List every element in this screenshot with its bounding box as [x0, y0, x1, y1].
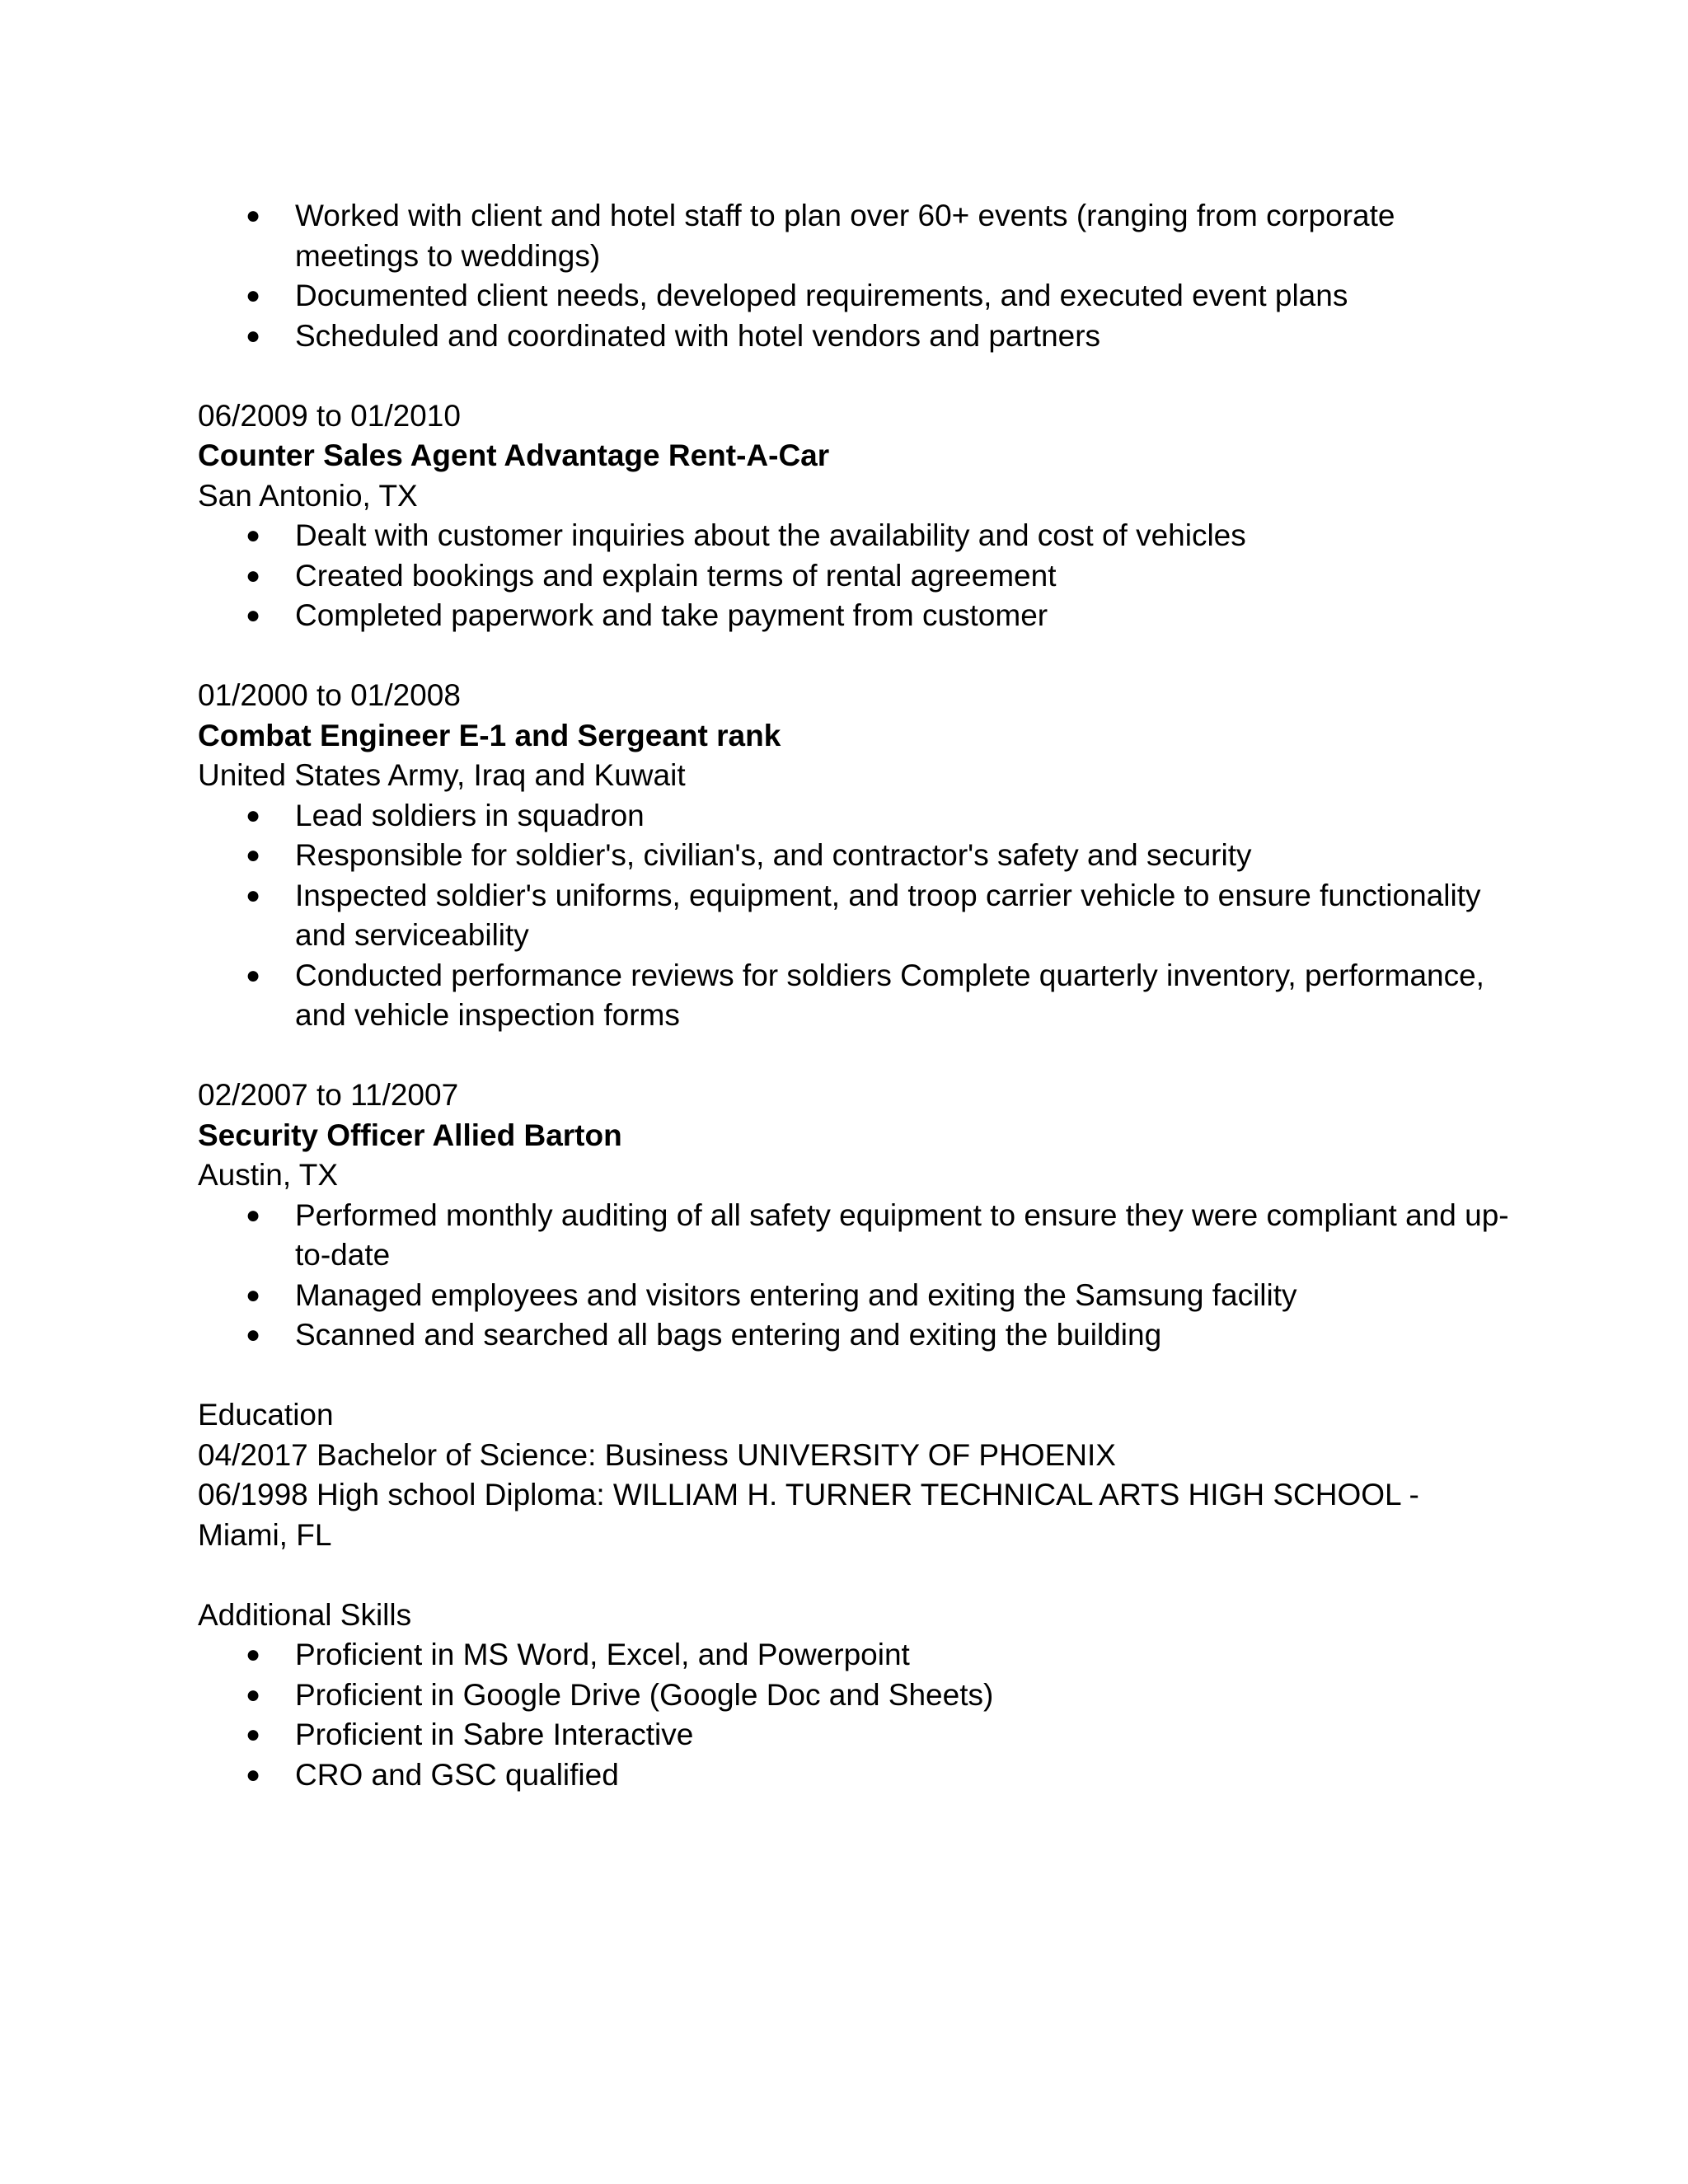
list-item: [198, 876, 1517, 956]
bullet-text: Responsible for soldier's, civilian's, and contractor's safety and security: [295, 838, 1252, 872]
education-entry: 04/2017 Bachelor of Science: Business UNIVERSITY OF PHOENIX: [198, 1437, 1116, 1472]
education-section: [198, 1395, 1517, 1555]
bullet-icon: ●: [246, 1641, 261, 1668]
skills-bullets: [198, 1635, 1517, 1795]
section-spacer: [198, 1036, 1517, 1076]
education-entry: 06/1998 High school Diploma: WILLIAM H. TURNER TECHNICAL ARTS HIGH SCHOOL - Miami, FL: [198, 1478, 1419, 1552]
job-entry: [198, 396, 1517, 636]
bullet-icon: ●: [246, 841, 261, 869]
resume-page: [198, 196, 1517, 1795]
section-spacer: [198, 356, 1517, 396]
bullet-text: Proficient in Sabre Interactive: [295, 1718, 694, 1751]
bullet-icon: ●: [246, 522, 261, 549]
list-item: [198, 516, 1517, 556]
list-item: [198, 1755, 1517, 1796]
list-item: [198, 796, 1517, 837]
job-location: San Antonio, TX: [198, 478, 418, 513]
list-item: [198, 1196, 1517, 1276]
section-spacer: [198, 1356, 1517, 1396]
bullet-icon: ●: [246, 561, 261, 589]
list-item: [198, 1635, 1517, 1675]
list-item: [198, 836, 1517, 876]
bullet-icon: ●: [246, 1201, 261, 1229]
bullet-text: Proficient in Google Drive (Google Doc and Sheets): [295, 1677, 994, 1712]
bullet-icon: ●: [246, 881, 261, 909]
job-dates: 02/2007 to 11/2007: [198, 1078, 459, 1112]
job-dates: 01/2000 to 01/2008: [198, 678, 461, 712]
job-entry: [198, 1076, 1517, 1356]
list-item: [198, 1675, 1517, 1716]
job-location: Austin, TX: [198, 1158, 339, 1192]
bullet-icon: ●: [246, 961, 261, 989]
bullet-text: Created bookings and explain terms of rental agreement: [295, 558, 1057, 593]
bullet-text: CRO and GSC qualified: [295, 1757, 619, 1792]
job-title: Counter Sales Agent Advantage Rent-A-Car: [198, 438, 830, 472]
previous-job-bullets: [198, 196, 1517, 356]
list-item: [198, 556, 1517, 597]
bullet-icon: ●: [246, 202, 261, 229]
skills-heading: Additional Skills: [198, 1597, 412, 1632]
bullet-text: Lead soldiers in squadron: [295, 798, 645, 832]
bullet-icon: ●: [246, 1721, 261, 1748]
bullet-icon: ●: [246, 321, 261, 349]
list-item: [198, 276, 1517, 316]
list-item: [198, 1276, 1517, 1316]
list-item: [198, 1715, 1517, 1755]
list-item: [198, 596, 1517, 636]
job-dates: 06/2009 to 01/2010: [198, 398, 461, 433]
list-item: [198, 196, 1517, 276]
bullet-text: Scanned and searched all bags entering and exiting the building: [295, 1318, 1162, 1352]
job-bullets: [198, 796, 1517, 1036]
bullet-text: Dealt with customer inquiries about the availability and cost of vehicles: [295, 518, 1246, 552]
education-heading: Education: [198, 1398, 334, 1432]
bullet-icon: ●: [246, 602, 261, 629]
list-item: [198, 956, 1517, 1036]
bullet-icon: ●: [246, 1281, 261, 1309]
section-spacer: [198, 636, 1517, 677]
list-item: [198, 316, 1517, 357]
bullet-text: Documented client needs, developed requirements, and executed event plans: [295, 279, 1348, 312]
job-location: United States Army, Iraq and Kuwait: [198, 758, 686, 792]
bullet-icon: ●: [246, 1680, 261, 1708]
job-title: Security Officer Allied Barton: [198, 1118, 622, 1152]
bullet-text: Proficient in MS Word, Excel, and Powerpoint: [295, 1638, 910, 1671]
list-item: [198, 1315, 1517, 1356]
skills-section: [198, 1596, 1517, 1796]
bullet-text: Inspected soldier's uniforms, equipment, and troop carrier vehicle to ensure functionality and serviceability: [295, 878, 1481, 952]
bullet-text: Worked with client and hotel staff to plan over 60+ events (ranging from corporate meetings to weddings): [295, 199, 1395, 273]
bullet-text: Performed monthly auditing of all safety equipment to ensure they were compliant and up-to-date: [295, 1197, 1509, 1272]
job-entry: [198, 676, 1517, 1036]
bullet-icon: ●: [246, 801, 261, 829]
job-bullets: [198, 1196, 1517, 1356]
bullet-icon: ●: [246, 1760, 261, 1788]
bullet-text: Managed employees and visitors entering and exiting the Samsung facility: [295, 1277, 1297, 1312]
job-bullets: [198, 516, 1517, 636]
bullet-text: Completed paperwork and take payment from customer: [295, 598, 1048, 632]
bullet-icon: ●: [246, 282, 261, 309]
bullet-text: Scheduled and coordinated with hotel vendors and partners: [295, 318, 1101, 353]
bullet-icon: ●: [246, 1321, 261, 1348]
job-title: Combat Engineer E-1 and Sergeant rank: [198, 718, 781, 752]
bullet-text: Conducted performance reviews for soldiers Complete quarterly inventory, performance, and vehicle inspection forms: [295, 958, 1484, 1032]
section-spacer: [198, 1555, 1517, 1596]
